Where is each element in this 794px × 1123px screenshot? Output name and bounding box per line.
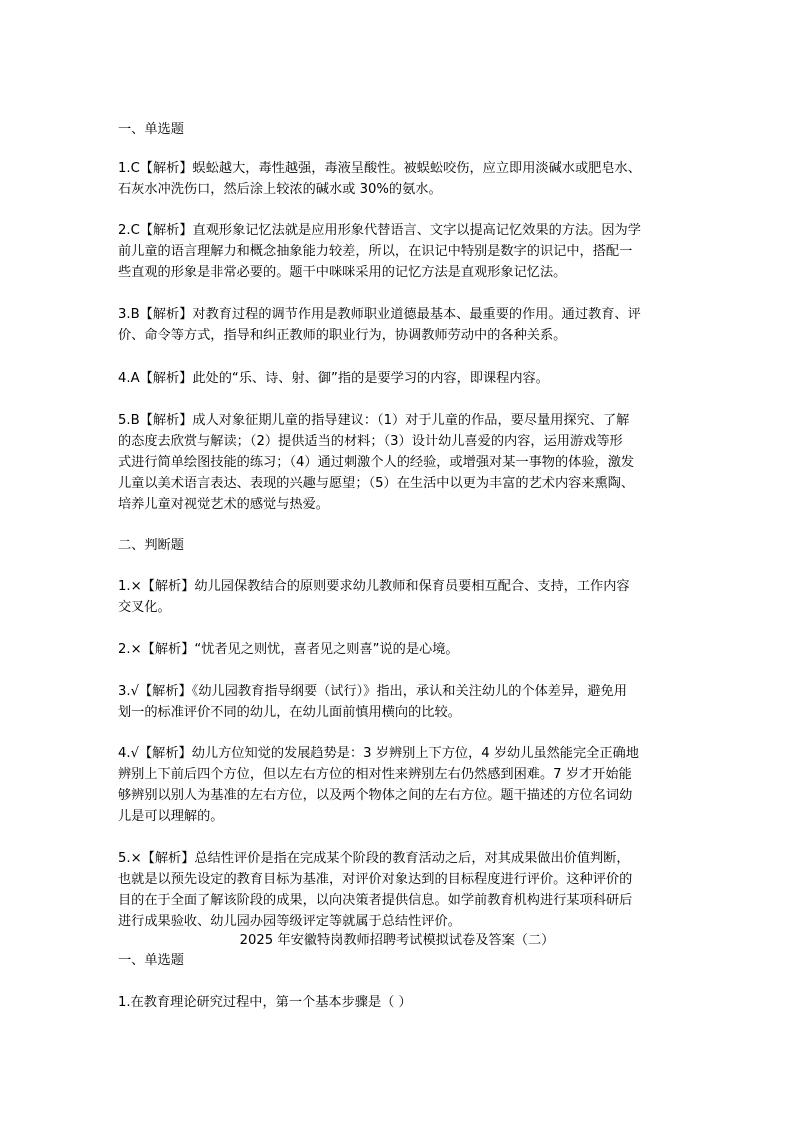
exam-section-title: 一、单选题 bbox=[118, 953, 184, 968]
section-title-true-false: 二、判断题 bbox=[118, 538, 184, 553]
tf-answer-4-line-2: 辨别上下前后四个方位，但以左右方位的相对性来辨别左右仍然感到困难。7 岁才开始能 bbox=[118, 767, 632, 782]
tf-answer-4-line-3: 够辨别以别人为基准的左右方位，以及两个物体之间的左右方位。题干描述的方位名词幼 bbox=[118, 788, 633, 803]
answer-4-line-1: 4.A【解析】此处的“乐、诗、射、御”指的是要学习的内容，即课程内容。 bbox=[118, 371, 549, 386]
tf-answer-3-line-2: 划一的标准评价不同的幼儿，在幼儿面前慎用横向的比较。 bbox=[118, 705, 461, 720]
answer-2-line-2: 前儿童的语言理解力和概念抽象能力较差，所以，在识记中特别是数字的识记中，搭配一 bbox=[118, 244, 633, 259]
section-title-single-choice: 一、单选题 bbox=[118, 122, 184, 137]
answer-5-line-3: 式进行简单绘图技能的练习；（4）通过刺激个人的经验，或增强对某一事物的体验，激发 bbox=[118, 455, 635, 470]
tf-answer-4-line-1: 4.√【解析】幼儿方位知觉的发展趋势是：3 岁辨别上下方位，4 岁幼儿虽然能完全正确地 bbox=[118, 746, 639, 761]
tf-answer-2-line-1: 2.×【解析】“忧者见之则忧，喜者见之则喜”说的是心境。 bbox=[118, 642, 459, 657]
answer-1-line-1: 1.C【解析】蜈蚣越大，毒性越强，毒液呈酸性。被蜈蚣咬伤，应立即用淡碱水或肥皂水、 bbox=[118, 161, 641, 176]
tf-answer-1-line-2: 交叉化。 bbox=[118, 600, 171, 615]
answer-1-line-2: 石灰水冲洗伤口，然后涂上较浓的碱水或 30%的氨水。 bbox=[118, 182, 442, 197]
answer-2-line-3: 些直观的形象是非常必要的。题干中咪咪采用的记忆方法是直观形象记忆法。 bbox=[118, 265, 567, 280]
exam-title: 2025 年安徽特岗教师招聘考试模拟试卷及答案（二） bbox=[239, 933, 555, 948]
answer-5-line-5: 培养儿童对视觉艺术的感觉与热爱。 bbox=[118, 497, 329, 512]
tf-answer-5-line-4: 进行成果验收、幼儿园办园等级评定等就属于总结性评价。 bbox=[118, 914, 461, 929]
answer-2-line-1: 2.C【解析】直观形象记忆法就是应用形象代替语言、文字以提高记忆效果的方法。因为学 bbox=[118, 223, 641, 238]
answer-3-line-1: 3.B【解析】对教育过程的调节作用是教师职业道德最基本、最重要的作用。通过教育、评 bbox=[118, 307, 641, 322]
tf-answer-5-line-3: 目的在于全面了解该阶段的成果，以向决策者提供信息。如学前教育机构进行某项科研后 bbox=[118, 893, 633, 908]
tf-answer-5-line-2: 也就是以预先设定的教育目标为基准，对评价对象达到的目标程度进行评价。这种评价的 bbox=[118, 872, 633, 887]
tf-answer-4-line-4: 儿是可以理解的。 bbox=[118, 809, 224, 824]
tf-answer-3-line-1: 3.√【解析】《幼儿园教育指导纲要（试行）》指出，承认和关注幼儿的个体差异，避免用 bbox=[118, 684, 627, 699]
answer-5-line-4: 儿童以美术语言表达、表现的兴趣与愿望；（5）在生活中以更为丰富的艺术内容来熏陶、 bbox=[118, 476, 635, 491]
answer-5-line-2: 的态度去欣赏与解读；（2）提供适当的材料；（3）设计幼儿喜爱的内容，运用游戏等形 bbox=[118, 434, 623, 449]
answer-5-line-1: 5.B【解析】成人对象征期儿童的指导建议：（1）对于儿童的作品，要尽量用探究、了解 bbox=[118, 413, 630, 428]
tf-answer-1-line-1: 1.×【解析】幼儿园保教结合的原则要求幼儿教师和保育员要相互配合、支持，工作内容 bbox=[118, 579, 630, 594]
question-1: 1.在教育理论研究过程中，第一个基本步骤是（ ） bbox=[118, 995, 412, 1010]
tf-answer-5-line-1: 5.×【解析】总结性评价是指在完成某个阶段的教育活动之后，对其成果做出价值判断， bbox=[118, 851, 630, 866]
answer-3-line-2: 价、命令等方式，指导和纠正教师的职业行为，协调教师劳动中的各种关系。 bbox=[118, 328, 567, 343]
